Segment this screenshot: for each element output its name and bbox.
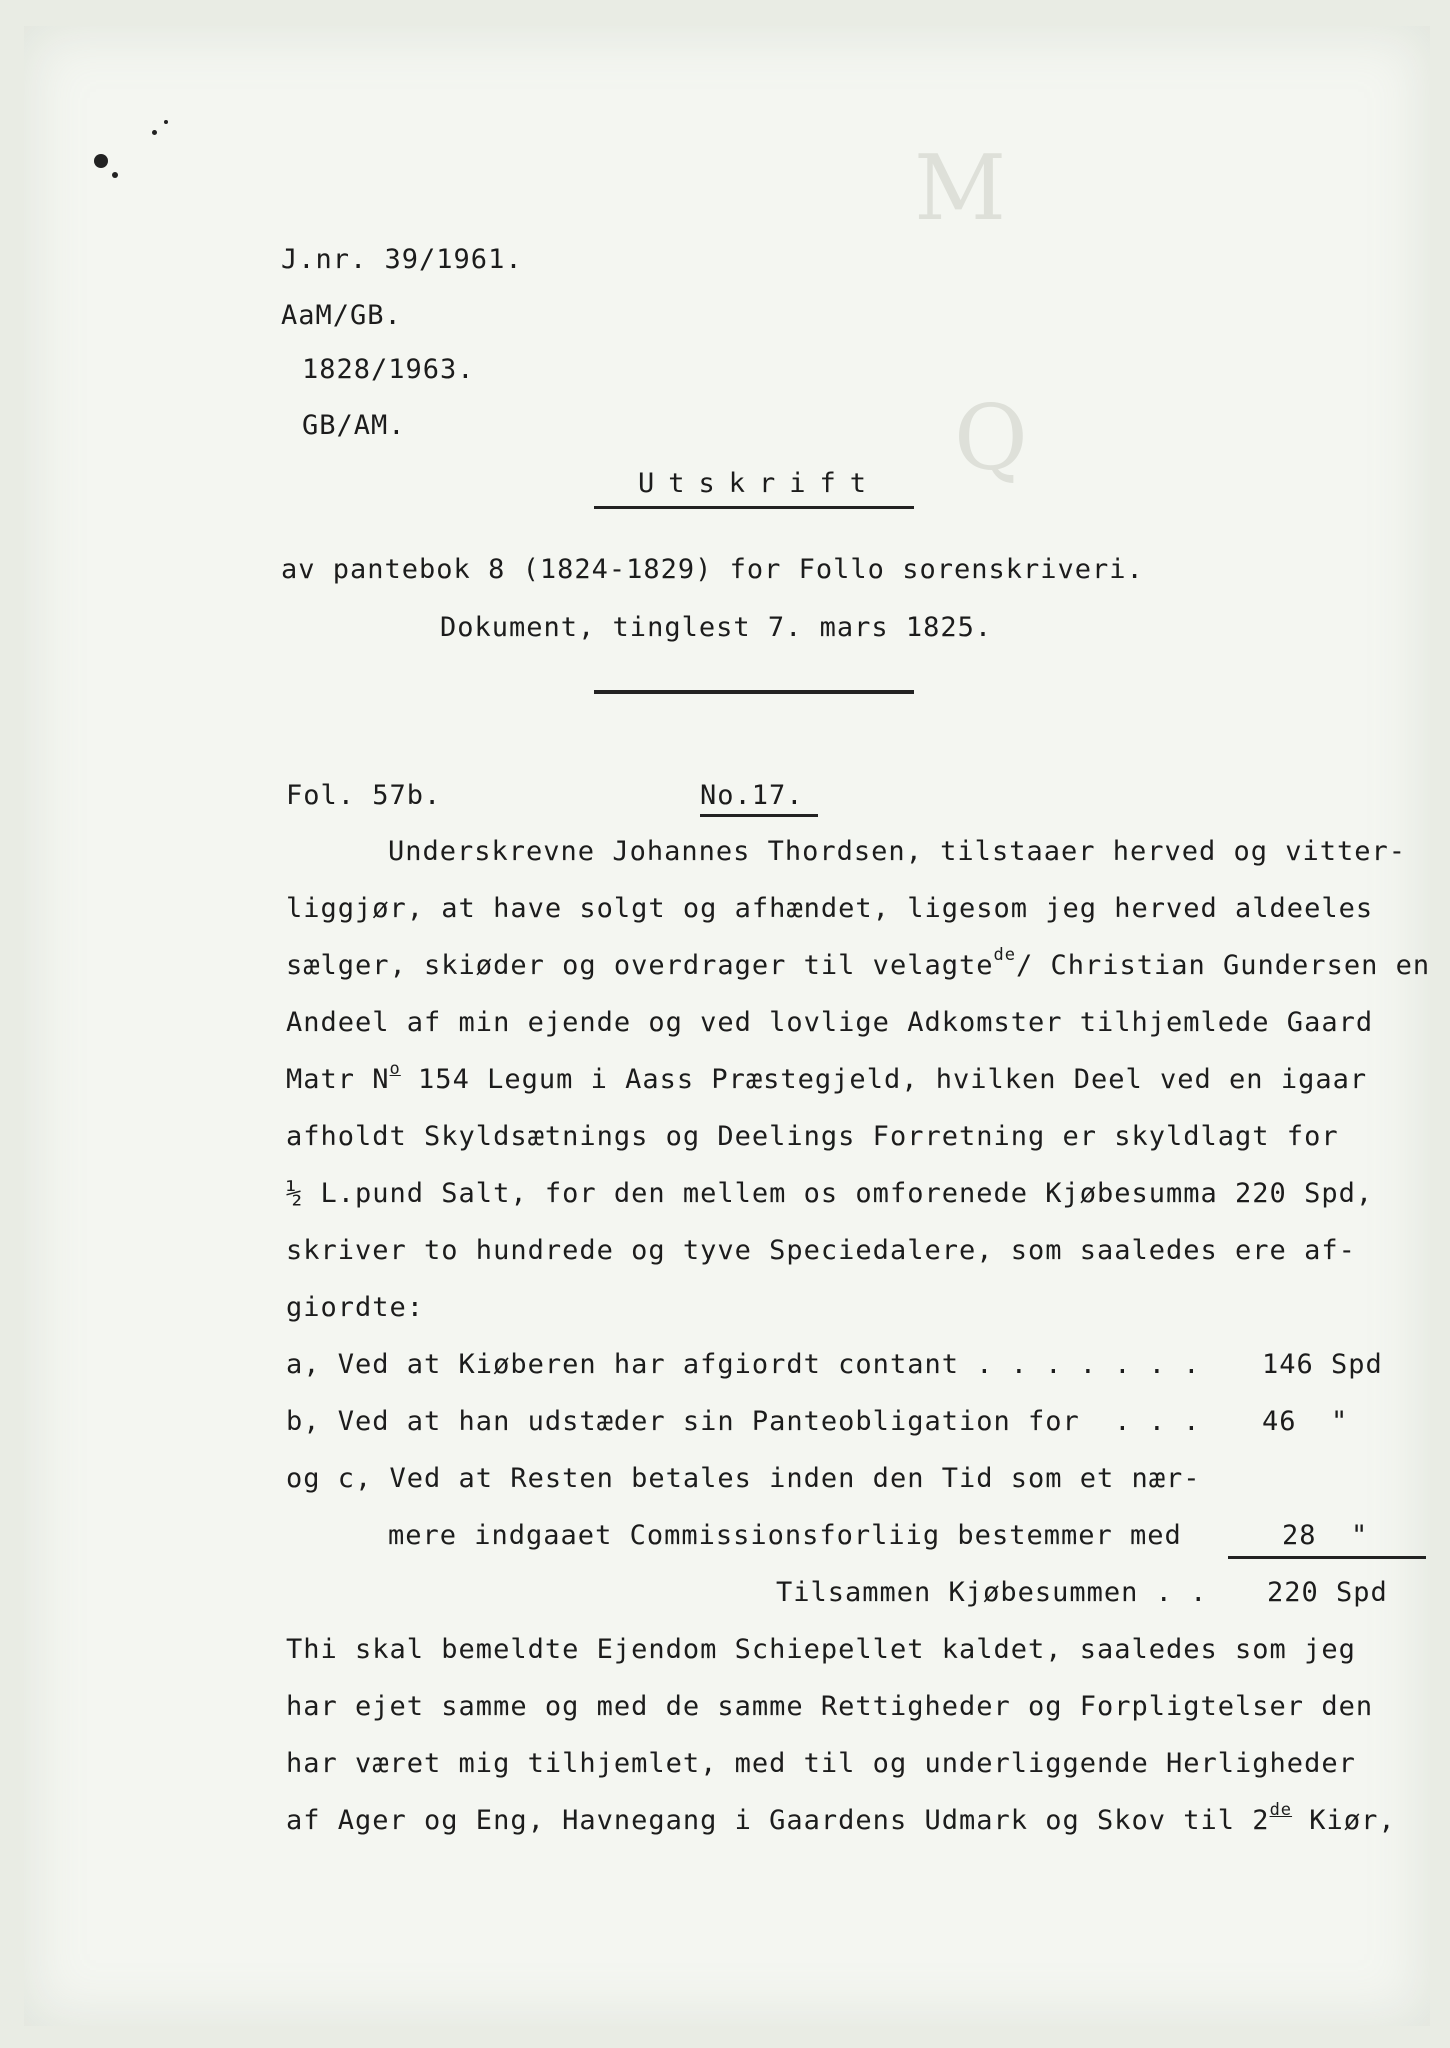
body-line-3 [286,945,1431,981]
total-amount: 220 Spd [1267,1577,1388,1608]
payment-item-c-line-1: og c, Ved at Resten betales inden den Tid som et nær- [286,1463,1201,1494]
reference-number: 1828/1963. [302,354,475,385]
initials-2: GB/AM. [302,410,406,441]
body-line-3-superscript: de [993,945,1016,965]
separator-rule [594,690,914,694]
body-line-5-superscript: o [389,1059,401,1079]
subtitle-source: av pantebok 8 (1824-1829) for Follo sorenskriveri. [281,554,1144,585]
closing-line-4-superscript: de [1269,1800,1293,1820]
journal-number: J.nr. 39/1961. [281,244,523,275]
subtitle-date: Dokument, tinglest 7. mars 1825. [440,612,993,643]
body-line-4: Andeel af min ejende og ved lovlige Adkomster tilhjemlede Gaard [286,1007,1374,1038]
body-line-6: afholdt Skyldsætnings og Deelings Forretning er skyldlagt for [286,1121,1339,1152]
payment-amount-a: 146 Spd [1262,1349,1383,1380]
document-title: Utskrift [637,468,881,499]
title-underline [594,506,914,509]
body-line-3-text: sælger, skiøder og overdrager til velagte [286,950,994,981]
payment-item-b: b, Ved at han udstæder sin Panteobligation for . . . [286,1406,1201,1437]
number-underline [700,814,818,817]
bleed-through-mark: M [914,136,1007,241]
body-line-3-text-end: / Christian Gundersen en [1015,950,1431,981]
body-line-2: liggjør, at have solgt og afhændet, ligesom jeg herved aldeeles [286,893,1374,924]
closing-line-3: har været mig tilhjemlet, med til og underliggende Herligheder [286,1748,1356,1779]
ink-speck [94,154,108,168]
body-line-5 [286,1059,1368,1095]
payment-amount-b: 46 " [1262,1406,1349,1437]
document-number: No.17. [700,780,804,811]
body-line-5-text-end: 154 Legum i Aass Præstegjeld, hvilken Deel ved en igaar [400,1064,1368,1095]
bleed-through-mark: Q [954,386,1028,491]
folio-number: Fol. 57b. [286,780,442,811]
ink-speck [152,130,157,135]
body-line-5-text: Matr N [286,1064,390,1095]
total-label: Tilsammen Kjøbesummen . . [776,1577,1208,1608]
document-page [24,26,1430,2026]
ink-speck [164,120,168,124]
payment-item-a: a, Ved at Kiøberen har afgiordt contant . . . . . . . [286,1349,1201,1380]
ink-speck [112,172,118,178]
closing-line-4-text-end: Kiør, [1292,1805,1396,1836]
payment-item-c-line-2: mere indgaaet Commissionsforliig bestemmer med [388,1520,1182,1551]
payment-amount-c: 28 " [1282,1520,1369,1551]
closing-line-4-text: af Ager og Eng, Havnegang i Gaardens Udmark og Skov til 2 [286,1805,1270,1836]
sum-underline [1228,1556,1426,1559]
body-line-1: Underskrevne Johannes Thordsen, tilstaaer herved og vitter- [388,836,1407,867]
body-line-9: giordte: [286,1292,425,1323]
body-line-8: skriver to hundrede og tyve Speciedalere, som saaledes ere af- [286,1235,1356,1266]
closing-line-4 [286,1800,1396,1836]
closing-line-1: Thi skal bemeldte Ejendom Schiepellet kaldet, saaledes som jeg [286,1634,1356,1665]
body-line-7: ½ L.pund Salt, for den mellem os omforenede Kjøbesumma 220 Spd, [286,1178,1374,1209]
closing-line-2: har ejet samme og med de samme Rettigheder og Forpligtelser den [286,1691,1374,1722]
initials-1: AaM/GB. [281,300,402,331]
